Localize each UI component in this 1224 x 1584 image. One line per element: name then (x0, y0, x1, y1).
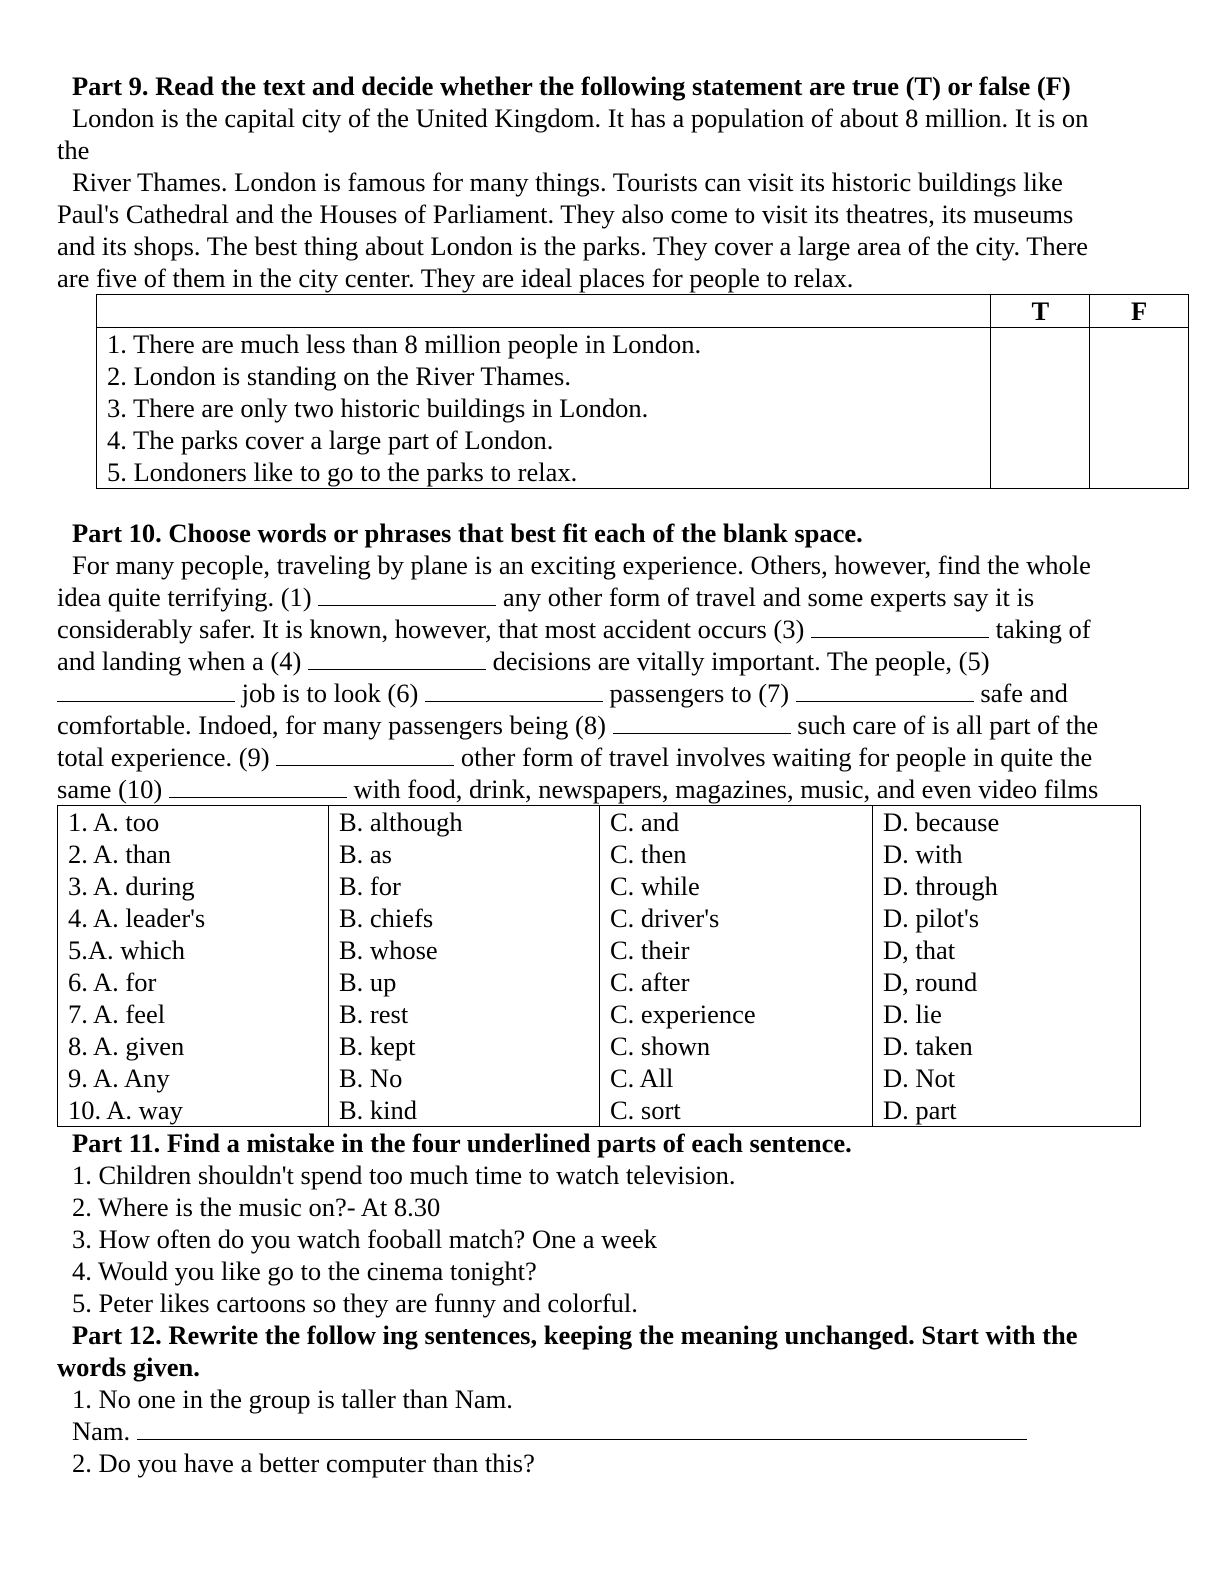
blank-8[interactable] (613, 709, 791, 734)
option-a[interactable]: 7. A. feel (58, 998, 329, 1030)
options-table (57, 805, 1141, 1127)
option-a[interactable]: 3. A. during (58, 870, 329, 902)
option-b[interactable]: B. rest (329, 998, 600, 1030)
option-d[interactable]: D, that (873, 934, 1141, 966)
options-row (58, 870, 1141, 902)
true-false-table (96, 294, 1189, 489)
statement-header-cell (97, 295, 991, 328)
true-column-header: T (991, 295, 1090, 328)
part9-passage-line: the (57, 135, 90, 165)
passage-text: total experience. (9) (57, 742, 277, 772)
options-row (58, 1030, 1141, 1062)
part10-passage-line (57, 581, 1192, 613)
part10-passage-line (57, 645, 1192, 677)
part9-passage-line: and its shops. The best thing about London is the parks. They cover a large area of the city. There (57, 231, 1089, 261)
part10-passage-line (57, 613, 1192, 645)
option-c[interactable]: C. experience (600, 998, 873, 1030)
option-a[interactable]: 1. A. too (58, 806, 329, 839)
passage-text: safe and (973, 678, 1068, 708)
true-answer-cell[interactable] (991, 328, 1090, 489)
option-a[interactable]: 4. A. leader's (58, 902, 329, 934)
option-b[interactable]: B. as (329, 838, 600, 870)
blank-4[interactable] (308, 645, 486, 670)
options-row (58, 998, 1141, 1030)
option-c[interactable]: C. then (600, 838, 873, 870)
part11-item: 2. Where is the music on?- At 8.30 (72, 1192, 441, 1222)
blank-5[interactable] (57, 677, 235, 702)
options-row (58, 838, 1141, 870)
option-c[interactable]: C. after (600, 966, 873, 998)
part12-item: 1. No one in the group is taller than Nam. (72, 1384, 513, 1414)
option-b[interactable]: B. for (329, 870, 600, 902)
option-d[interactable]: D. taken (873, 1030, 1141, 1062)
false-column-header: F (1090, 295, 1189, 328)
option-d[interactable]: D. lie (873, 998, 1141, 1030)
passage-text: considerably safer. It is known, however, that most accident occurs (3) (57, 614, 811, 644)
part12-answer-line (57, 1415, 1192, 1447)
option-c[interactable]: C. and (600, 806, 873, 839)
option-c[interactable]: C. sort (600, 1094, 873, 1127)
statements-cell (97, 328, 991, 489)
option-c[interactable]: C. while (600, 870, 873, 902)
passage-text: any other form of travel and some experts say it is (496, 582, 1035, 612)
passage-text: passengers to (7) (602, 678, 796, 708)
option-a[interactable]: 8. A. given (58, 1030, 329, 1062)
option-d[interactable]: D. Not (873, 1062, 1141, 1094)
part12-title: Part 12. Rewrite the follow ing sentences, keeping the meaning unchanged. Start with the (72, 1320, 1078, 1350)
part12-title-continued: words given. (57, 1352, 200, 1382)
part9-passage-line: are five of them in the city center. They are ideal places for people to relax. (57, 263, 854, 293)
part10-title: Part 10. Choose words or phrases that best fit each of the blank space. (72, 518, 863, 548)
part11-item: 1. Children shouldn't spend too much time to watch television. (72, 1160, 736, 1190)
blank-10[interactable] (169, 773, 347, 798)
part11-item: 4. Would you like go to the cinema tonight? (72, 1256, 537, 1286)
option-c[interactable]: C. All (600, 1062, 873, 1094)
passage-text: with food, drink, newspapers, magazines, music, and even video films (346, 774, 1099, 804)
statement: 2. London is standing on the River Thames. (107, 361, 571, 391)
options-row (58, 934, 1141, 966)
options-row (58, 902, 1141, 934)
option-b[interactable]: B. kind (329, 1094, 600, 1127)
option-c[interactable]: C. shown (600, 1030, 873, 1062)
part10-passage-line (57, 677, 1192, 709)
statement: 4. The parks cover a large part of London. (107, 425, 554, 455)
answer-start-word: Nam. (72, 1416, 137, 1446)
spacer (57, 489, 1192, 517)
statement: 1. There are much less than 8 million people in London. (107, 329, 702, 359)
option-a[interactable]: 2. A. than (58, 838, 329, 870)
options-row (58, 1062, 1141, 1094)
option-b[interactable]: B. No (329, 1062, 600, 1094)
part12-item: 2. Do you have a better computer than this? (72, 1448, 535, 1478)
blank-9[interactable] (276, 741, 454, 766)
part11-title: Part 11. Find a mistake in the four underlined parts of each sentence. (72, 1128, 852, 1158)
option-a[interactable]: 10. A. way (58, 1094, 329, 1127)
passage-text: idea quite terrifying. (1) (57, 582, 319, 612)
blank-7[interactable] (796, 677, 974, 702)
options-row (58, 966, 1141, 998)
passage-text: decisions are vitally important. The people, (5) (485, 646, 990, 676)
option-d[interactable]: D. part (873, 1094, 1141, 1127)
part10-passage-line (57, 741, 1192, 773)
blank-1[interactable] (318, 581, 496, 606)
option-b[interactable]: B. although (329, 806, 600, 839)
option-d[interactable]: D, round (873, 966, 1141, 998)
option-c[interactable]: C. their (600, 934, 873, 966)
passage-text: taking of (988, 614, 1091, 644)
part10-passage-line (57, 773, 1192, 805)
part11-item: 5. Peter likes cartoons so they are funny and colorful. (72, 1288, 638, 1318)
option-b[interactable]: B. up (329, 966, 600, 998)
worksheet-page (57, 70, 1192, 1479)
options-row (58, 1094, 1141, 1127)
option-d[interactable]: D. with (873, 838, 1141, 870)
statement: 3. There are only two historic buildings in London. (107, 393, 649, 423)
part9-passage-line: Paul's Cathedral and the Houses of Parliament. They also come to visit its theatres, its museums (57, 199, 1074, 229)
part9-passage-line: River Thames. London is famous for many things. Tourists can visit its historic buildings like (72, 167, 1063, 197)
statement: 5. Londoners like to go to the parks to relax. (107, 457, 578, 487)
option-b[interactable]: B. kept (329, 1030, 600, 1062)
option-b[interactable]: B. chiefs (329, 902, 600, 934)
option-a[interactable]: 9. A. Any (58, 1062, 329, 1094)
blank-6[interactable] (425, 677, 603, 702)
option-d[interactable]: D. because (873, 806, 1141, 839)
option-a[interactable]: 5.A. which (58, 934, 329, 966)
blank-3[interactable] (811, 613, 989, 638)
option-b[interactable]: B. whose (329, 934, 600, 966)
option-d[interactable]: D. pilot's (873, 902, 1141, 934)
passage-text: job is to look (6) (235, 678, 425, 708)
part10-passage-line (57, 709, 1192, 741)
part9-passage-line: London is the capital city of the United Kingdom. It has a population of about 8 million. It is on (72, 103, 1089, 133)
part9-title: Part 9. Read the text and decide whether the following statement are true (T) or false (F) (72, 71, 1071, 101)
passage-text: and landing when a (4) (57, 646, 308, 676)
false-answer-cell[interactable] (1090, 328, 1189, 489)
option-c[interactable]: C. driver's (600, 902, 873, 934)
option-a[interactable]: 6. A. for (58, 966, 329, 998)
answer-blank[interactable] (137, 1415, 1027, 1440)
passage-text: For many pecople, traveling by plane is an exciting experience. Others, however, find the whole (72, 550, 1091, 580)
part11-item: 3. How often do you watch fooball match? One a week (72, 1224, 658, 1254)
passage-text: comfortable. Indoed, for many passengers being (8) (57, 710, 613, 740)
passage-text: such care of is all part of the (790, 710, 1099, 740)
passage-text: other form of travel involves waiting for people in quite the (454, 742, 1093, 772)
passage-text: same (10) (57, 774, 169, 804)
part10-passage-line (57, 549, 1192, 581)
options-row (58, 806, 1141, 839)
option-d[interactable]: D. through (873, 870, 1141, 902)
